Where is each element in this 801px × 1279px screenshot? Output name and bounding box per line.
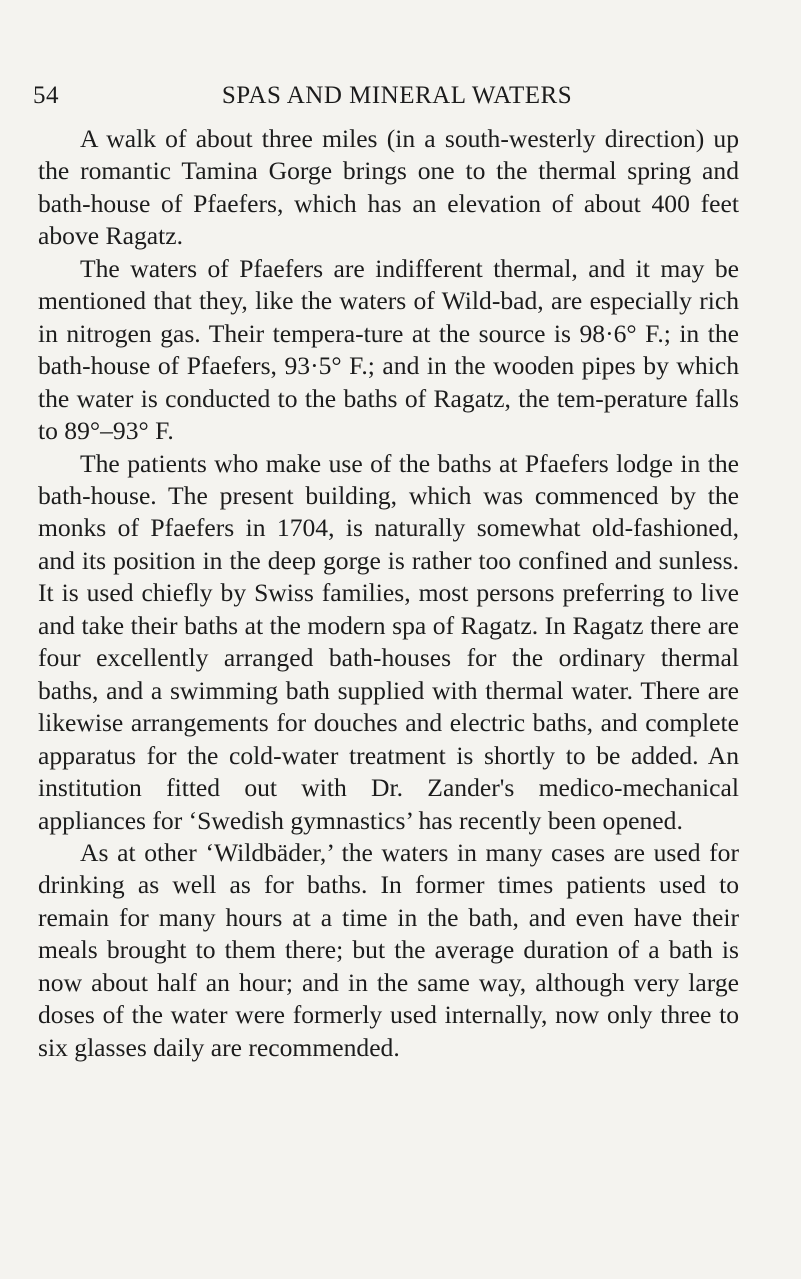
paragraph-bath-house-patients: The patients who make use of the baths at Pfaefers lodge in the bath-house. The present building, which was commenced by the monks of Pfaefers in 1704, is naturally somewhat old-fashioned, and its position in the deep gorge is rather too confined and sunless. It is used chiefly by Swiss families, most persons preferring to live and take their baths at the modern spa of Ragatz. In Ragatz there are four excellently arranged bath-houses for the ordinary thermal baths, and a swimming bath supplied with thermal water. There are likewise arrangements for douches and electric baths, and complete apparatus for the cold-water treatment is shortly to be added. An institution fitted out with Dr. Zander's medico-mechanical appliances for ‘Swedish gymnastics’ has recently been opened. bbox=[38, 448, 739, 835]
page-number: 54 bbox=[33, 82, 59, 109]
paragraph-waters-of-pfaefers: The waters of Pfaefers are indifferent thermal, and it may be mentioned that they, like the waters of Wild-bad, are especially rich in nitrogen gas. Their tempera-ture at the source is 98·6° F.; in the bath-house of Pfaefers, 93·5° F.; and in the wooden pipes by which the water is conducted to the baths of Ragatz, the tem-perature falls to 89°–93° F. bbox=[38, 253, 739, 446]
paragraph-tamina-gorge: A walk of about three miles (in a south-westerly direction) up the romantic Tamina Gorge brings one to the thermal spring and bath-house of Pfaefers, which has an elevation of about 400 feet above Ragatz. bbox=[38, 124, 739, 251]
paragraph-drinking-and-duration: As at other ‘Wildbäder,’ the waters in many cases are used for drinking as well as for baths. In former times patients used to remain for many hours at a time in the bath, and even have their meals brought to them there; but the average duration of a bath is now about half an hour; and in the same way, although very large doses of the water were formerly used internally, now only three to six glasses daily are recommended. bbox=[38, 837, 739, 1062]
running-head bbox=[33, 76, 737, 116]
body-text bbox=[38, 123, 739, 1064]
running-title: SPAS AND MINERAL WATERS bbox=[221, 82, 573, 109]
